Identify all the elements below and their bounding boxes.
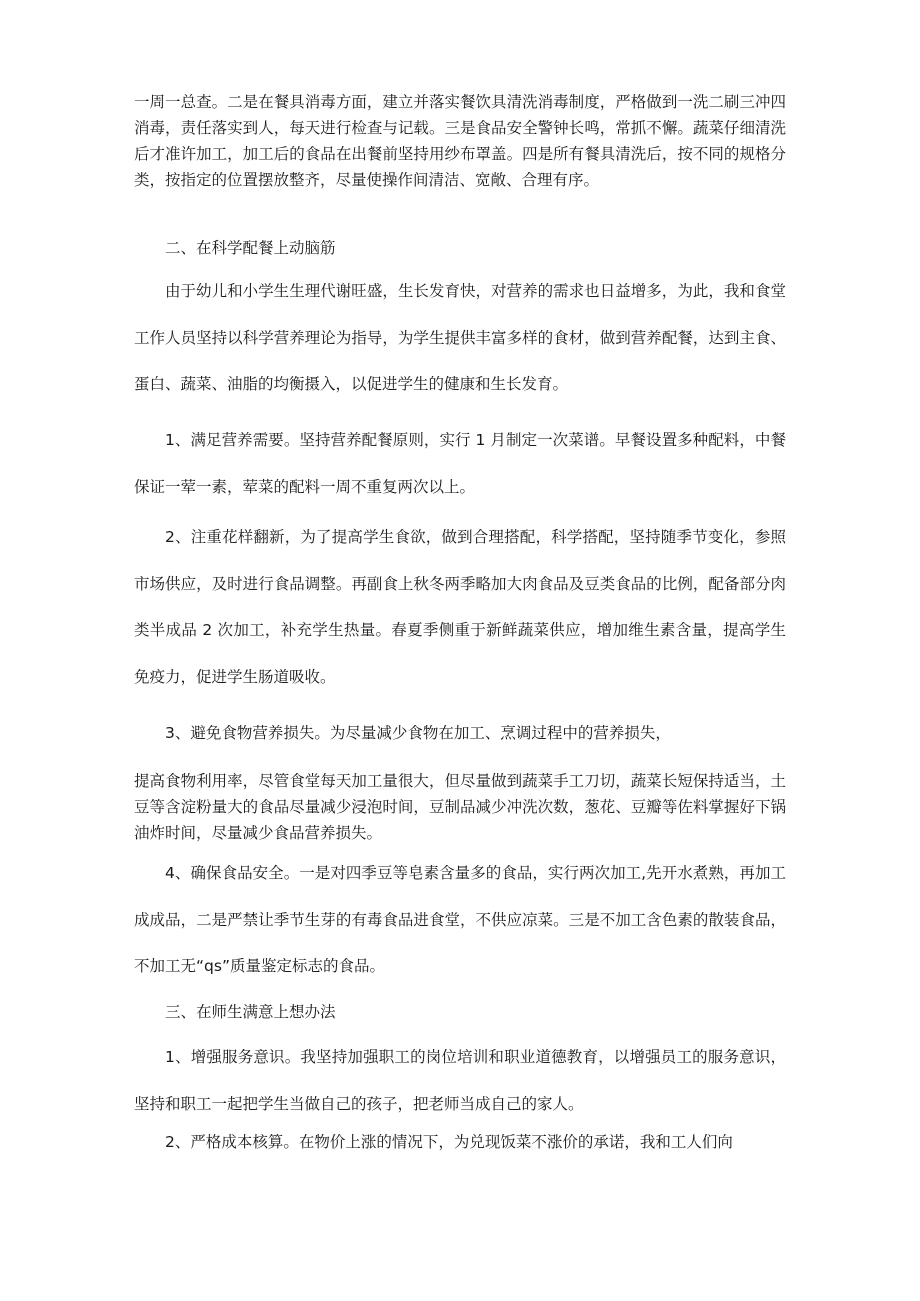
- paragraph-nutrition-intro: 由于幼儿和小学生生理代谢旺盛，生长发育快，对营养的需求也日益增多，为此，我和食堂工作人员坚持以科学营养理论为指导，为学生提供丰富多样的食材，做到营养配餐，达到主食、蛋白、蔬菜、油脂的均衡摄入，以促进学生的健康和生长发育。: [134, 282, 786, 393]
- paragraph-item-1-nutrition-needs: 1、满足营养需要。坚持营养配餐原则，实行 1 月制定一次菜谱。早餐设置多种配料，中餐保证一荤一素，荤菜的配料一周不重复两次以上。: [134, 431, 786, 496]
- paragraph-item-4-food-safety: 4、确保食品安全。一是对四季豆等皂素含量多的食品，实行两次加工,先开水煮熟，再加工成成品，二是严禁让季节生芽的有毒食品进食堂，不供应凉菜。三是不加工含色素的散装食品，不加工无“qs”质量鉴定标志的食品。: [134, 864, 786, 975]
- section-heading-satisfaction: 三、在师生满意上想办法: [165, 1003, 336, 1021]
- paragraph-hygiene-measures: 一周一总查。二是在餐具消毒方面，建立并落实餐饮具清洗消毒制度，严格做到一洗二刷三冲四消毒，责任落实到人，每天进行检查与记载。三是食品安全警钟长鸣，常抓不懈。蔬菜仔细清洗后才准许加工，加工后的食品在出餐前坚持用纱布罩盖。四是所有餐具清洗后，按不同的规格分类，按指定的位置摆放整齐，尽量使操作间清洁、宽敞、合理有序。: [134, 93, 786, 189]
- paragraph-item-2-variety: 2、注重花样翻新，为了提高学生食欲，做到合理搭配，科学搭配，坚持随季节变化，参照市场供应，及时进行食品调整。再副食上秋冬两季略加大肉食品及豆类食品的比例，配备部分肉类半成品 2 次加工，补充学生热量。春夏季侧重于新鲜蔬菜供应，增加维生素含量，提高学生免疫力，促进学生肠道吸收。: [134, 528, 786, 686]
- paragraph-cost-accounting: 2、严格成本核算。在物价上涨的情况下，为兑现饭菜不涨价的承诺，我和工人们向: [165, 1133, 733, 1151]
- paragraph-service-awareness: 1、增强服务意识。我坚持加强职工的岗位培训和职业道德教育，以增强员工的服务意识，坚持和职工一起把学生当做自己的孩子，把老师当成自己的家人。: [134, 1048, 786, 1113]
- paragraph-item-3-avoid-loss: 3、避免食物营养损失。为尽量减少食物在加工、烹调过程中的营养损失，: [165, 724, 671, 742]
- section-heading-scientific-meals: 二、在科学配餐上动脑筋: [165, 239, 336, 257]
- paragraph-item-3-continued: 提高食物利用率，尽管食堂每天加工量很大，但尽量做到蔬菜手工刀切，蔬菜长短保持适当，土豆等含淀粉量大的食品尽量减少浸泡时间，豆制品减少冲洗次数，葱花、豆瓣等佐料掌握好下锅油炸时间，尽量减少食品营养损失。: [134, 772, 786, 842]
